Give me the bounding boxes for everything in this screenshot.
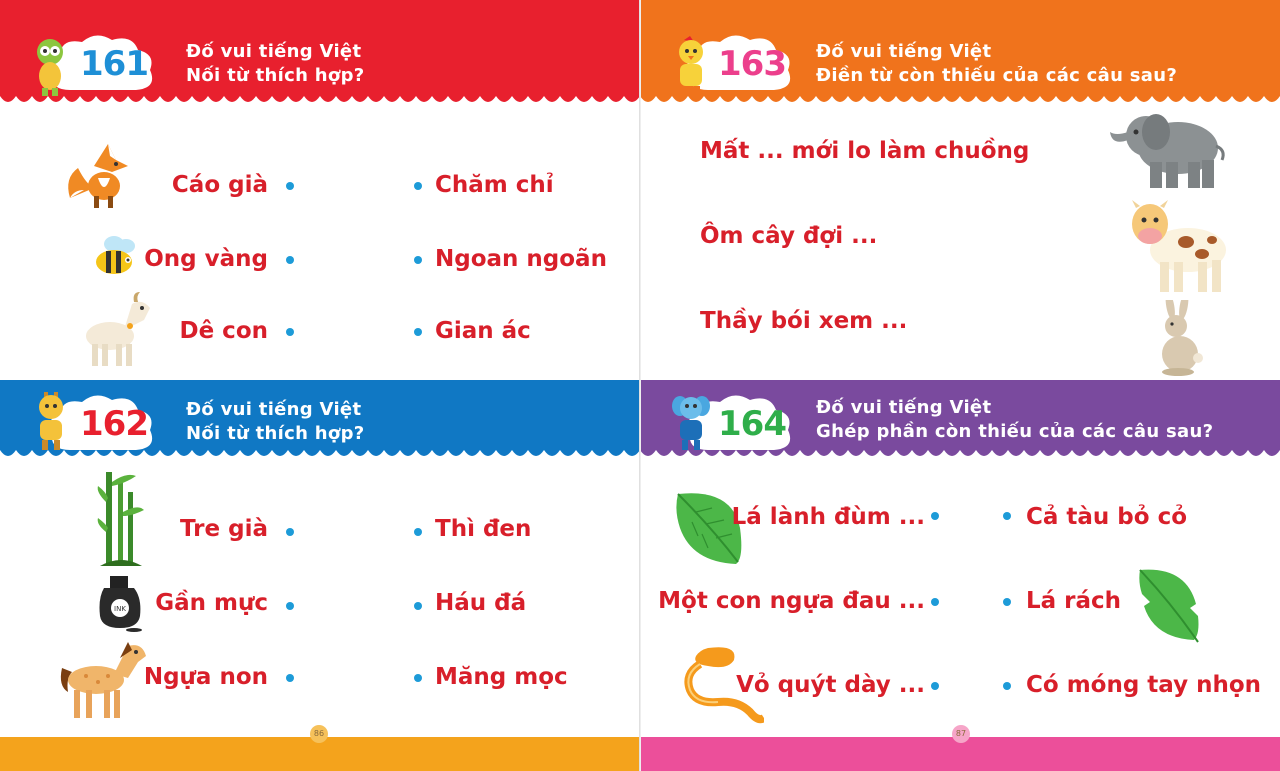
sentence: Thầy bói xem ... [700, 308, 908, 334]
match-left-word: Ngựa non [143, 664, 268, 690]
match-dot[interactable] [414, 602, 422, 610]
svg-text:INK: INK [114, 605, 126, 613]
match-dot[interactable] [931, 512, 939, 520]
match-dot[interactable] [286, 328, 294, 336]
elephant-icon [1106, 106, 1230, 190]
match-left-word: Cáo già [171, 172, 268, 198]
bamboo-icon [96, 462, 146, 568]
puzzle-subtitle: Ghép phần còn thiếu của các câu sau? [816, 421, 1214, 442]
match-right-word: Lá rách [1026, 588, 1122, 614]
puzzle-164-banner [640, 380, 1280, 450]
goat-icon [80, 290, 154, 368]
puzzle-title: Đố vui tiếng Việt [186, 41, 362, 62]
match-dot[interactable] [286, 182, 294, 190]
fox-icon [64, 138, 144, 210]
match-left-word: Tre già [180, 516, 268, 542]
puzzle-title: Đố vui tiếng Việt [186, 399, 362, 420]
caterpillar-mascot-icon [30, 36, 70, 96]
puzzle-number: 162 [80, 404, 148, 444]
match-dot[interactable] [1003, 512, 1011, 520]
match-dot[interactable] [286, 602, 294, 610]
match-left-word: Ong vàng [144, 246, 268, 272]
match-right-word: Chăm chỉ [435, 172, 554, 198]
giraffe-mascot-icon [30, 390, 70, 450]
match-dot[interactable] [286, 674, 294, 682]
match-left-word: Một con ngựa đau ... [658, 588, 925, 614]
match-right-word: Măng mọc [435, 664, 568, 690]
puzzle-163-banner [640, 0, 1280, 96]
puzzle-header-text [816, 396, 1213, 444]
match-dot[interactable] [414, 328, 422, 336]
chick-mascot-icon [670, 36, 710, 96]
elephant-mascot-icon [670, 390, 710, 450]
match-right-word: Ngoan ngoãn [435, 246, 607, 272]
sentence: Ôm cây đợi ... [700, 223, 878, 249]
match-dot[interactable] [414, 182, 422, 190]
match-right-word: Cả tàu bỏ cỏ [1026, 504, 1188, 530]
sentence: Mất ... mới lo làm chuồng [700, 138, 1030, 164]
puzzle-number: 163 [718, 44, 786, 84]
match-dot[interactable] [931, 682, 939, 690]
match-dot[interactable] [286, 528, 294, 536]
puzzle-162 [0, 380, 640, 737]
match-right-word: Thì đen [435, 516, 532, 542]
match-left-word: Gần mực [155, 590, 268, 616]
puzzle-number: 164 [718, 404, 786, 444]
page-number: 87 [952, 725, 970, 743]
match-dot[interactable] [286, 256, 294, 264]
puzzle-header-text [186, 398, 365, 446]
match-right-word: Gian ác [435, 318, 531, 344]
puzzle-163 [640, 0, 1280, 380]
match-left-word: Lá lành đùm ... [731, 504, 925, 530]
puzzle-164 [640, 380, 1280, 737]
puzzle-161 [0, 0, 640, 380]
match-left-word: Vỏ quýt dày ... [736, 672, 925, 698]
leaf-icon [1136, 564, 1202, 644]
page-gutter [639, 0, 641, 771]
horse-icon [58, 638, 150, 720]
puzzle-title: Đố vui tiếng Việt [816, 397, 992, 418]
match-right-word: Háu đá [435, 590, 527, 616]
puzzle-subtitle: Nối từ thích hợp? [186, 65, 365, 86]
page-number: 86 [310, 725, 328, 743]
bee-icon [94, 234, 138, 278]
rabbit-icon [1148, 300, 1208, 376]
match-dot[interactable] [414, 528, 422, 536]
match-dot[interactable] [1003, 682, 1011, 690]
puzzle-title: Đố vui tiếng Việt [816, 41, 992, 62]
match-dot[interactable] [931, 598, 939, 606]
match-left-word: Dê con [179, 318, 268, 344]
ink-bottle-icon [94, 576, 146, 632]
match-right-word: Có móng tay nhọn [1026, 672, 1262, 698]
puzzle-162-banner [0, 380, 640, 450]
puzzle-subtitle: Điền từ còn thiếu của các câu sau? [816, 65, 1178, 86]
match-dot[interactable] [1003, 598, 1011, 606]
right-page [640, 0, 1280, 771]
puzzle-header-text [816, 40, 1177, 88]
match-dot[interactable] [414, 674, 422, 682]
puzzle-subtitle: Nối từ thích hợp? [186, 423, 365, 444]
cow-icon [1126, 196, 1230, 294]
puzzle-number: 161 [80, 44, 148, 84]
puzzle-header-text [186, 40, 365, 88]
match-dot[interactable] [414, 256, 422, 264]
puzzle-161-banner [0, 0, 640, 96]
